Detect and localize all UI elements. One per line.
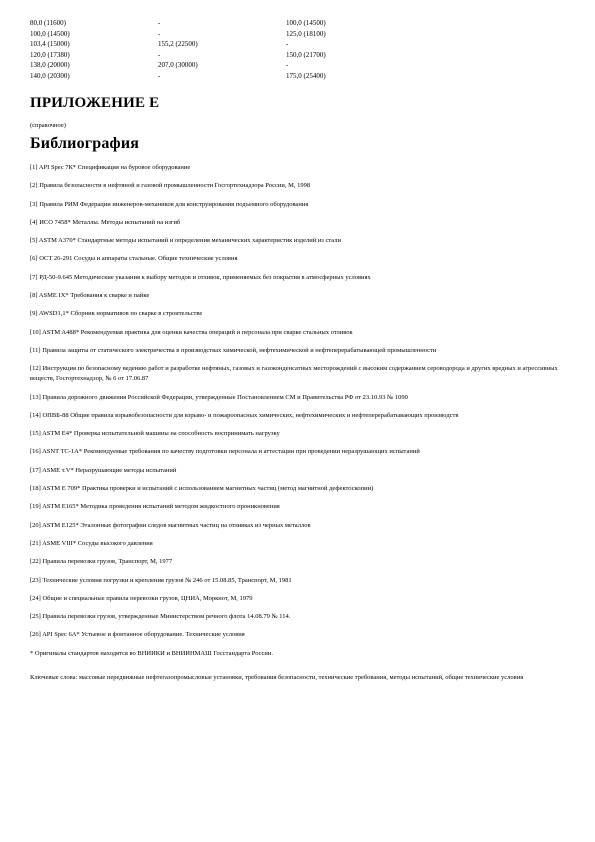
data-table-body: [30, 18, 486, 81]
table-cell: 125,0 (18100): [286, 29, 326, 38]
reference-item: [11] Правила защиты от статического электричества в производствах химической, нефтехимической и нефтеперерабатывающей промышленности: [30, 346, 437, 354]
footnote: * Оригиналы стандартов находятся во ВНИИКИ и ВНИИНМАШ Госстандарта России.: [30, 649, 273, 657]
reference-item: [17] ASME т.V* Неразрушающие методы испытаний: [30, 466, 177, 474]
reference-item: [6] ОСТ 26-291 Сосуды и аппараты стальные. Общие технические условия: [30, 255, 238, 263]
reference-item: [14] ОПВБ-88 Общие правила взрывобезопасности для взрыво- и пожароопасных химических, нефтехимических и нефтеперерабатывающих производств: [30, 411, 459, 419]
reference-item: [12] Инструкция по безопасному ведению работ и разработке нефтяных, газовых и газоконденсатных месторождений с высоким содержанием сероводорода и других вредных и агрессивных веществ, Госгортехнадзор, № 6 от 17.06.87: [30, 365, 558, 383]
reference-item: [3] Правила РИМ Федерации инженеров-механиков для конструирования подъемного оборудования: [30, 200, 309, 208]
table-cell: 100,0 (14500): [30, 29, 70, 38]
table-row: [30, 39, 486, 50]
appendix-title: ПРИЛОЖЕНИЕ Е: [30, 95, 160, 111]
reference-item: [25] Правила перевозки грузов, утвержденные Министерством речного флота 14.08.79 № 114.: [30, 613, 291, 621]
table-row: [30, 71, 486, 82]
table-cell: 103,4 (15000): [30, 40, 70, 48]
reference-item: [9] AWSD1,1* Сборник нормативов по сварке в строительстве: [30, 310, 203, 318]
table-row: [30, 50, 486, 61]
table-cell: 155,2 (22500): [158, 40, 198, 48]
reference-item: [23] Технические условия погрузки и крепления грузов № 246 от 15.08.85, Транспорт, М, 1981: [30, 576, 292, 584]
reference-item: [15] ASTM E4* Проверка испытательной машины на способность воспринимать нагрузку: [30, 430, 280, 438]
table-cell: 150,0 (21700): [286, 50, 326, 59]
reference-item: [10] ASTM A488* Рекомендуемая практика для оценки качества операций и персонала при сварке стальных отливок: [30, 328, 353, 336]
table-cell: 120,0 (17380): [30, 50, 70, 59]
reference-item: [20] ASTM E125* Эталонные фотографии следов магнитных частиц на отливках из черных металлов: [30, 521, 311, 529]
keywords-paragraph: Ключевые слова: массовые передвижные нефтегазопромысловые установки, требования безопасности, технические требования, методы испытаний, общие технические условия: [30, 673, 524, 681]
reference-item: [18] ASTM E 709* Практика проверки и испытаний с использованием магнитных частиц (метод магнитной дефектоскопии): [30, 485, 374, 493]
table-cell: -: [286, 61, 289, 69]
table-row: [30, 18, 486, 29]
table-cell: -: [158, 50, 161, 59]
reference-item: [4] ИСО 7458* Металлы. Методы испытаний на изгиб: [30, 218, 181, 226]
reference-item: [24] Общие и специальные правила перевозки грузов, ЦНИА, Моркнот, М, 1979: [30, 594, 253, 602]
reference-item: [26] API Spec 6A* Устьевое и фонтанное оборудование. Технические условия: [30, 631, 245, 639]
appendix-note: (справочное): [30, 122, 66, 129]
table-cell: -: [158, 19, 161, 27]
reference-item: [16] ASNT TC-1A* Рекомендуемые требования по качеству подготовки персонала и аттестации при проведении неразрушающих испытаний: [30, 448, 420, 456]
table-cell: 175,0 (25400): [286, 71, 326, 80]
table-cell: 138,0 (20000): [30, 61, 70, 69]
reference-item: [13] Правила дорожного движения Российской Федерации, утвержденные Постановлением СМ и Правительства РФ от 23.10.93 № 1090: [30, 393, 408, 401]
bibliography-title: Библиография: [30, 135, 140, 152]
reference-item: [1] API Spec 7К* Спецификация на буровое оборудование: [30, 164, 191, 171]
table-row: [30, 60, 486, 71]
document-page: [30, 18, 570, 683]
reference-item: [19] ASTM E165* Методика проведения испытаний методом жидкостного проникновения: [30, 503, 280, 511]
data-table: [30, 18, 486, 81]
table-cell: 80,0 (11600): [30, 19, 66, 27]
table-cell: -: [286, 40, 289, 48]
reference-item: [22] Правила перевозки грузов, Транспорт, М, 1977: [30, 558, 173, 566]
table-cell: -: [158, 29, 161, 38]
table-row: [30, 29, 486, 40]
reference-item: [2] Правила безопасности в нефтяной и газовой промышленности Госгортехнадзора России, М, 1998: [30, 182, 311, 190]
reference-list: [30, 163, 565, 640]
table-cell: 140,0 (20300): [30, 71, 70, 80]
table-cell: -: [158, 71, 161, 80]
table-cell: 100,0 (14500): [286, 19, 326, 27]
reference-item: [5] ASTM A370* Стандартные методы испытаний и определения механических характеристик изделий из стали: [30, 237, 341, 245]
reference-item: [8] ASME IX* Требования к сварке и пайке: [30, 292, 150, 300]
reference-item: [7] РД-50-9.645 Методические указания к выбору методов и отливок, применяемых без покрытия в атмосферных условиях: [30, 273, 371, 281]
reference-item: [21] ASME VIII* Сосуды высокого давления: [30, 539, 153, 547]
table-cell: 207,0 (30000): [158, 61, 198, 69]
